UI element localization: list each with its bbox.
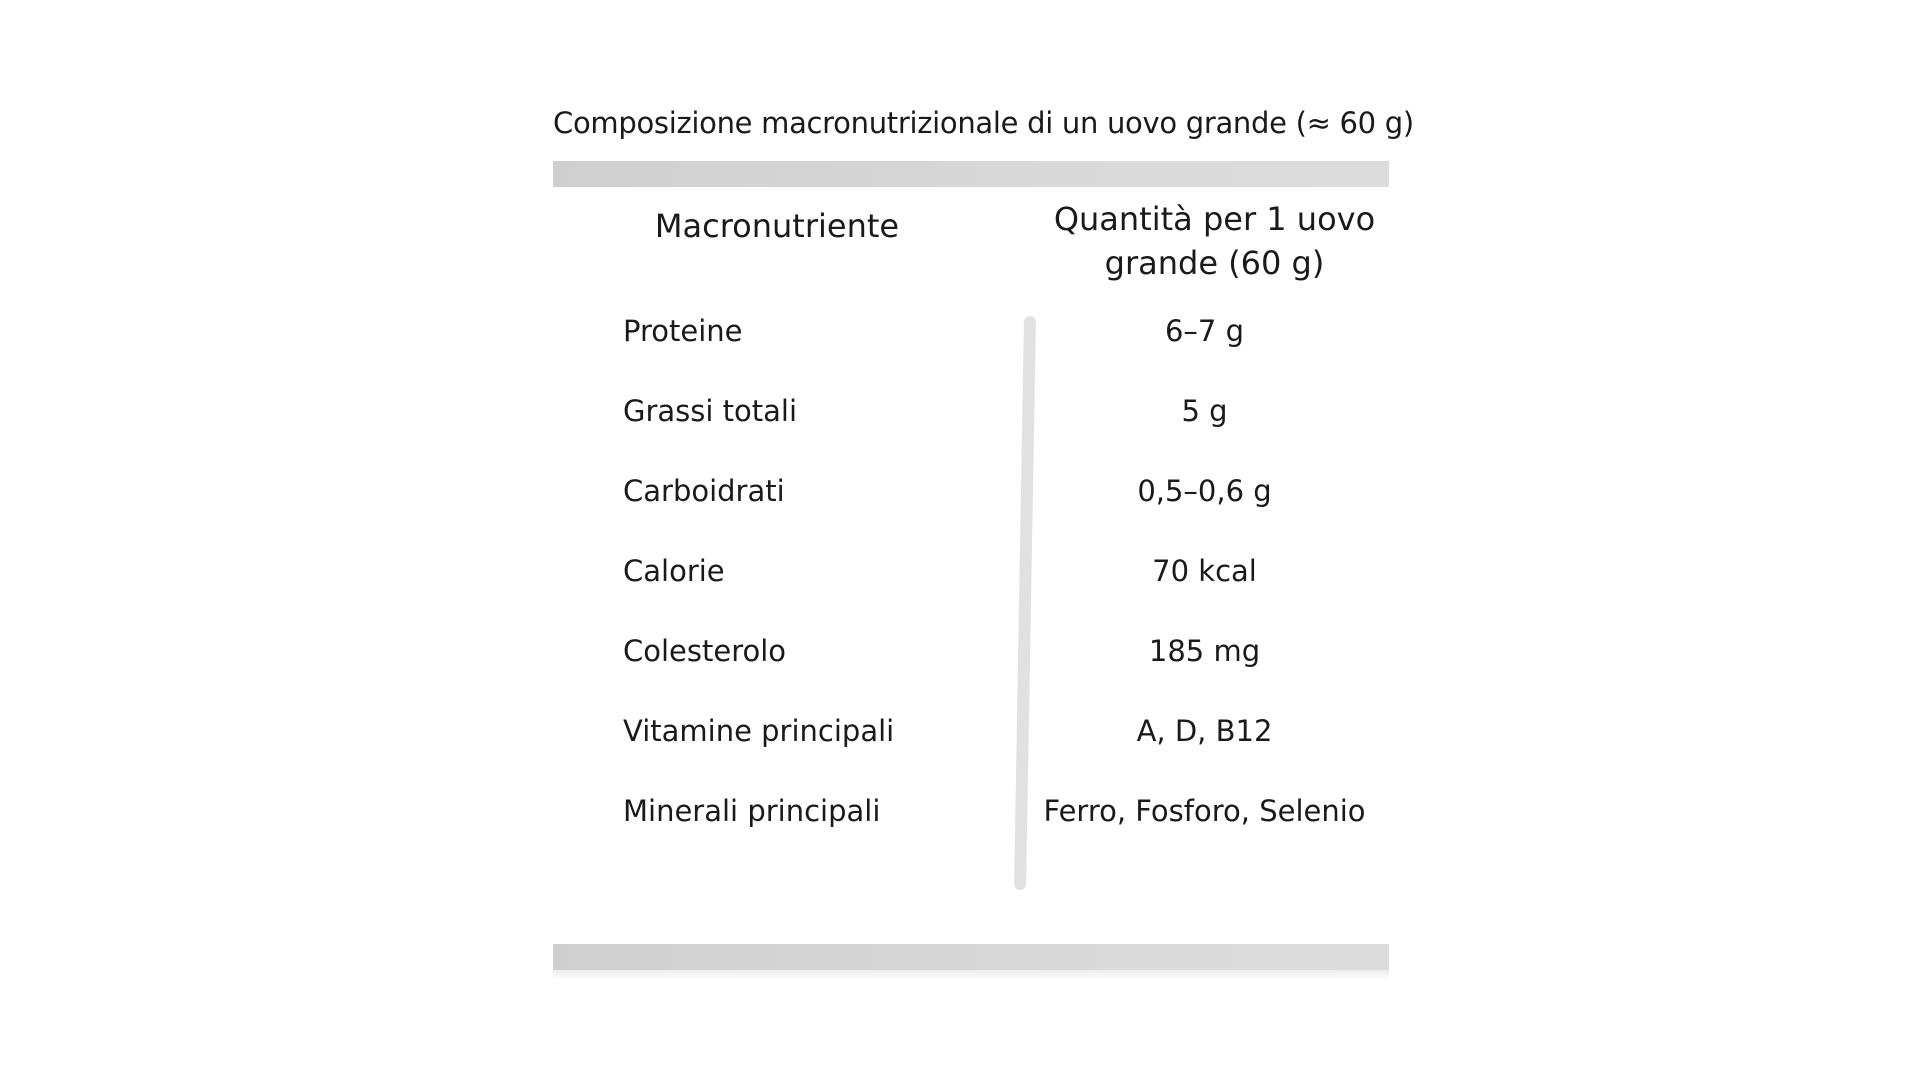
row-value: 70 kcal <box>1152 554 1257 588</box>
top-rule <box>553 161 1389 187</box>
row-value: 0,5–0,6 g <box>1137 474 1272 508</box>
column-header-quantity: Quantità per 1 uovo grande (60 g) <box>1053 200 1376 282</box>
row-name: Calorie <box>623 554 725 588</box>
row-value: 185 mg <box>1148 634 1261 668</box>
bottom-rule <box>553 944 1389 970</box>
row-value: 6–7 g <box>1164 314 1245 348</box>
row-value: Ferro, Fosforo, Selenio <box>1043 794 1366 828</box>
bottom-rule-shadow <box>553 970 1389 980</box>
table-caption: Composizione macronutrizionale di un uovo grande (≈ 60 g) <box>553 106 1414 140</box>
row-name: Vitamine principali <box>623 714 895 748</box>
column-header-macronutrient: Macronutriente <box>654 207 900 245</box>
row-name: Minerali principali <box>623 794 881 828</box>
row-name: Colesterolo <box>623 634 787 668</box>
row-value: 5 g <box>1181 394 1228 428</box>
row-name: Carboidrati <box>623 474 785 508</box>
column-divider <box>1014 316 1036 890</box>
row-name: Proteine <box>623 314 743 348</box>
row-value: A, D, B12 <box>1136 714 1273 748</box>
row-name: Grassi totali <box>623 394 798 428</box>
